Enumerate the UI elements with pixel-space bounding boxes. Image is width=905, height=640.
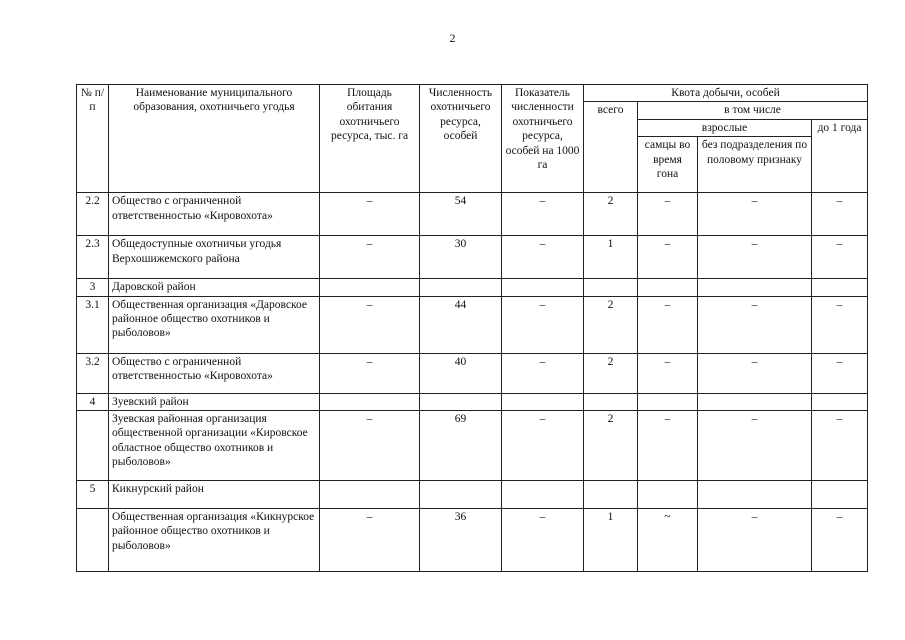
row-nosex: – <box>698 508 812 571</box>
row-under1: – <box>812 236 868 279</box>
row-name: Зуевский район <box>109 393 320 410</box>
row-area: – <box>320 193 420 236</box>
row-density: – <box>502 353 584 393</box>
row-name: Общедоступные охотничьи угодья Верхошижемского района <box>109 236 320 279</box>
row-total: 2 <box>584 410 638 480</box>
row-density: – <box>502 410 584 480</box>
table-row <box>77 480 868 508</box>
row-males: ~ <box>638 508 698 571</box>
row-num: 4 <box>77 393 109 410</box>
row-name: Общество с ограниченной ответственностью «Кировохота» <box>109 353 320 393</box>
row-num <box>77 508 109 571</box>
row-density: – <box>502 296 584 353</box>
row-nosex: – <box>698 296 812 353</box>
row-density: – <box>502 508 584 571</box>
table-row <box>77 296 868 353</box>
row-nosex <box>698 480 812 508</box>
row-num: 5 <box>77 480 109 508</box>
row-num: 2.3 <box>77 236 109 279</box>
row-area: – <box>320 508 420 571</box>
row-nosex: – <box>698 353 812 393</box>
row-total: 2 <box>584 296 638 353</box>
row-name: Общественная организация «Даровское районное общество охотников и рыболовов» <box>109 296 320 353</box>
row-males <box>638 279 698 296</box>
row-nosex: – <box>698 193 812 236</box>
row-males: – <box>638 193 698 236</box>
row-count: 36 <box>420 508 502 571</box>
row-density <box>502 393 584 410</box>
row-name: Даровской район <box>109 279 320 296</box>
header-total: всего <box>584 102 638 193</box>
row-males: – <box>638 410 698 480</box>
row-total <box>584 279 638 296</box>
row-count: 44 <box>420 296 502 353</box>
row-count: 54 <box>420 193 502 236</box>
row-area: – <box>320 296 420 353</box>
header-name: Наименование муниципального образования, охотничьего угодья <box>109 85 320 193</box>
row-name: Кикнурский район <box>109 480 320 508</box>
row-density <box>502 480 584 508</box>
row-num: 3.2 <box>77 353 109 393</box>
row-under1 <box>812 480 868 508</box>
header-males: самцы во время гона <box>638 137 698 193</box>
table-row <box>77 236 868 279</box>
row-num: 3 <box>77 279 109 296</box>
row-num <box>77 410 109 480</box>
row-total: 2 <box>584 353 638 393</box>
row-total: 1 <box>584 236 638 279</box>
row-density: – <box>502 236 584 279</box>
header-density: Показатель численности охотничьего ресурса, особей на 1000 га <box>502 85 584 193</box>
row-under1 <box>812 393 868 410</box>
header-area: Площадь обитания охотничьего ресурса, тыс. га <box>320 85 420 193</box>
quota-table <box>76 84 868 572</box>
row-area <box>320 480 420 508</box>
row-area <box>320 279 420 296</box>
table-row <box>77 353 868 393</box>
row-total: 2 <box>584 193 638 236</box>
row-num: 3.1 <box>77 296 109 353</box>
row-count: 30 <box>420 236 502 279</box>
row-count: 40 <box>420 353 502 393</box>
header-including: в том числе <box>638 102 868 119</box>
row-count <box>420 480 502 508</box>
row-name: Общество с ограниченной ответственностью «Кировохота» <box>109 193 320 236</box>
row-total <box>584 480 638 508</box>
row-males: – <box>638 296 698 353</box>
row-nosex <box>698 393 812 410</box>
row-count <box>420 393 502 410</box>
row-density: – <box>502 193 584 236</box>
row-total: 1 <box>584 508 638 571</box>
row-under1: – <box>812 296 868 353</box>
row-area: – <box>320 410 420 480</box>
row-total <box>584 393 638 410</box>
row-name: Общественная организация «Кикнурское районное общество охотников и рыболовов» <box>109 508 320 571</box>
row-males <box>638 393 698 410</box>
row-males <box>638 480 698 508</box>
table-row <box>77 279 868 296</box>
row-density <box>502 279 584 296</box>
row-males: – <box>638 353 698 393</box>
table-row <box>77 193 868 236</box>
row-under1: – <box>812 193 868 236</box>
table-row <box>77 393 868 410</box>
header-adults: взрослые <box>638 119 812 136</box>
row-count <box>420 279 502 296</box>
row-males: – <box>638 236 698 279</box>
row-under1: – <box>812 353 868 393</box>
row-area: – <box>320 353 420 393</box>
row-area: – <box>320 236 420 279</box>
row-nosex: – <box>698 410 812 480</box>
header-nosex: без подразделения по половому признаку <box>698 137 812 193</box>
row-nosex <box>698 279 812 296</box>
table-row <box>77 508 868 571</box>
row-num: 2.2 <box>77 193 109 236</box>
row-under1 <box>812 279 868 296</box>
header-under1: до 1 года <box>812 119 868 192</box>
row-area <box>320 393 420 410</box>
row-under1: – <box>812 508 868 571</box>
header-num: № п/п <box>77 85 109 193</box>
row-under1: – <box>812 410 868 480</box>
row-count: 69 <box>420 410 502 480</box>
table-row <box>77 410 868 480</box>
row-name: Зуевская районная организация общественной организации «Кировское областное общество охотников и рыболовов» <box>109 410 320 480</box>
header-quota: Квота добычи, особей <box>584 85 868 102</box>
header-count: Численность охотничьего ресурса, особей <box>420 85 502 193</box>
page-number: 2 <box>449 31 456 45</box>
row-nosex: – <box>698 236 812 279</box>
